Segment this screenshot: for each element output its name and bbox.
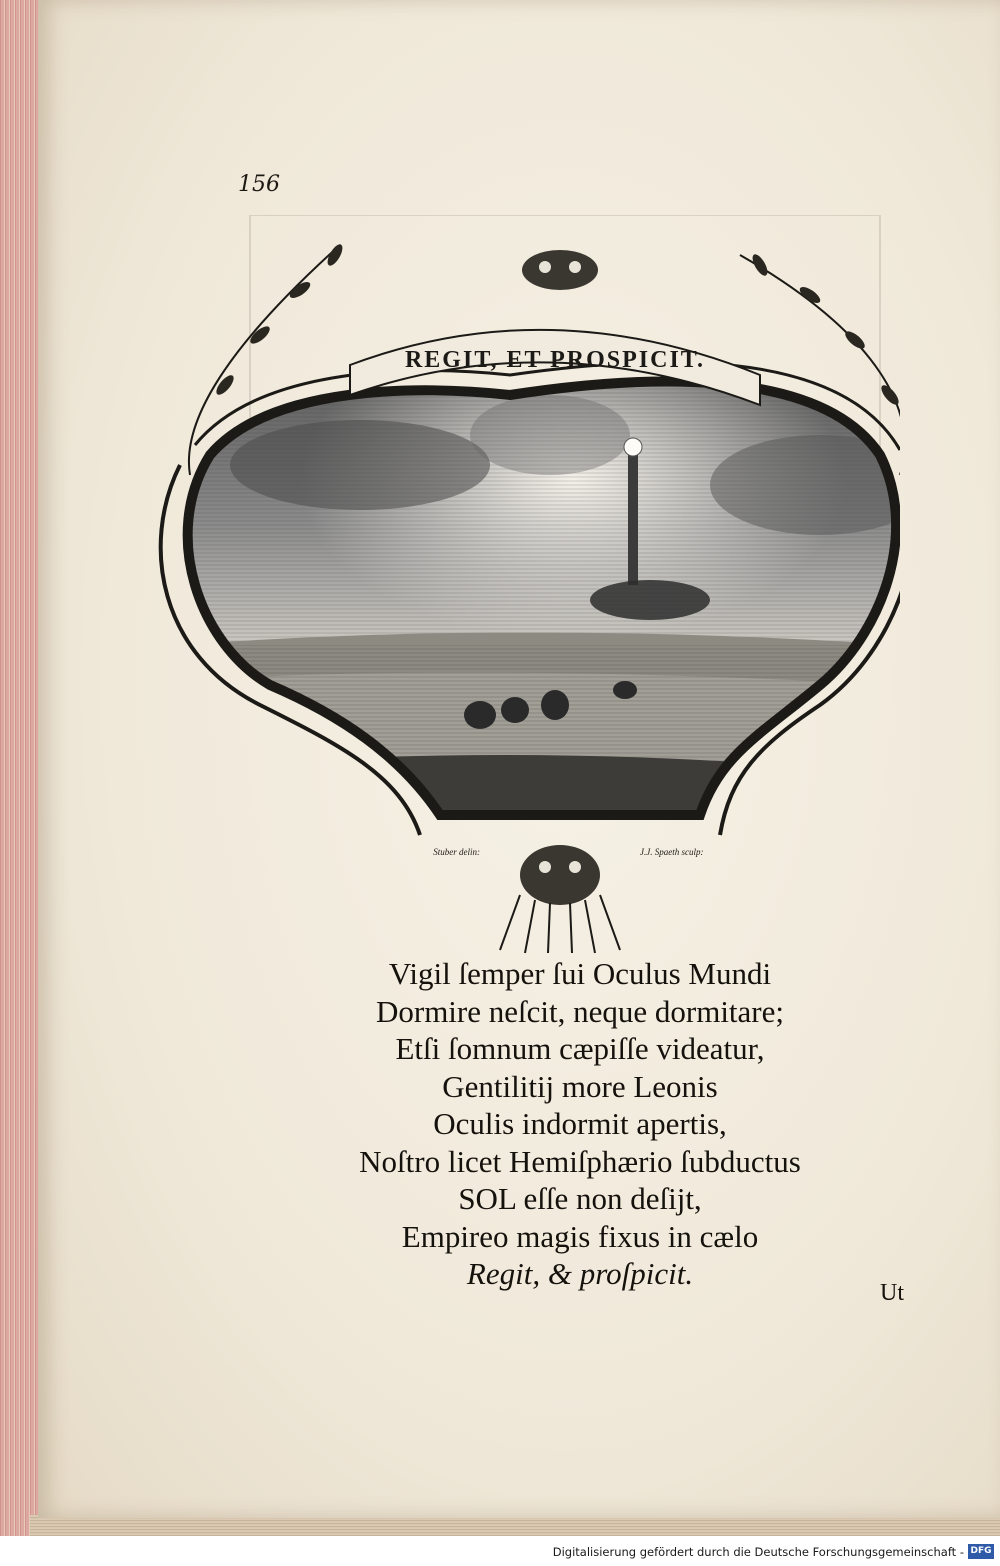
- verse-line: Noſtro licet Hemiſphærio ſubductus: [359, 1143, 801, 1179]
- verse-line: Dormire neſcit, neque dormitare;: [375, 993, 784, 1029]
- engraver-signature-left: Stuber delin:: [433, 847, 480, 857]
- verse-line: Empireo magis fixus in cælo: [401, 1218, 759, 1254]
- dfg-logo-icon: DFG: [968, 1544, 994, 1559]
- verse-block: [250, 955, 910, 1293]
- catchword: Ut: [880, 1280, 904, 1306]
- page-edges-bottom: [30, 1515, 1000, 1536]
- engraving-plate: [120, 215, 900, 955]
- engraver-signature-right: J.J. Spaeth sculp:: [640, 847, 704, 857]
- verse-line: Etſi ſomnum cæpiſſe videatur,: [395, 1031, 765, 1066]
- verse-line: Vigil ſemper ſui Oculus Mundi: [388, 956, 772, 991]
- verse-line: Oculis indormit apertis,: [433, 1106, 727, 1141]
- verse-line: Regit, & proſpicit.: [466, 1256, 694, 1291]
- verse-line: Gentilitij more Leonis: [442, 1068, 718, 1104]
- footer-credit: Digitalisierung gefördert durch die Deutsche Forschungsgemeinschaft -: [552, 1545, 964, 1559]
- page-number: 156: [238, 172, 280, 197]
- verse-line: SOL eſſe non deſijt,: [458, 1181, 702, 1216]
- engraving-motto: REGIT, ET PROSPICIT.: [404, 347, 706, 373]
- page-edges: [0, 0, 42, 1566]
